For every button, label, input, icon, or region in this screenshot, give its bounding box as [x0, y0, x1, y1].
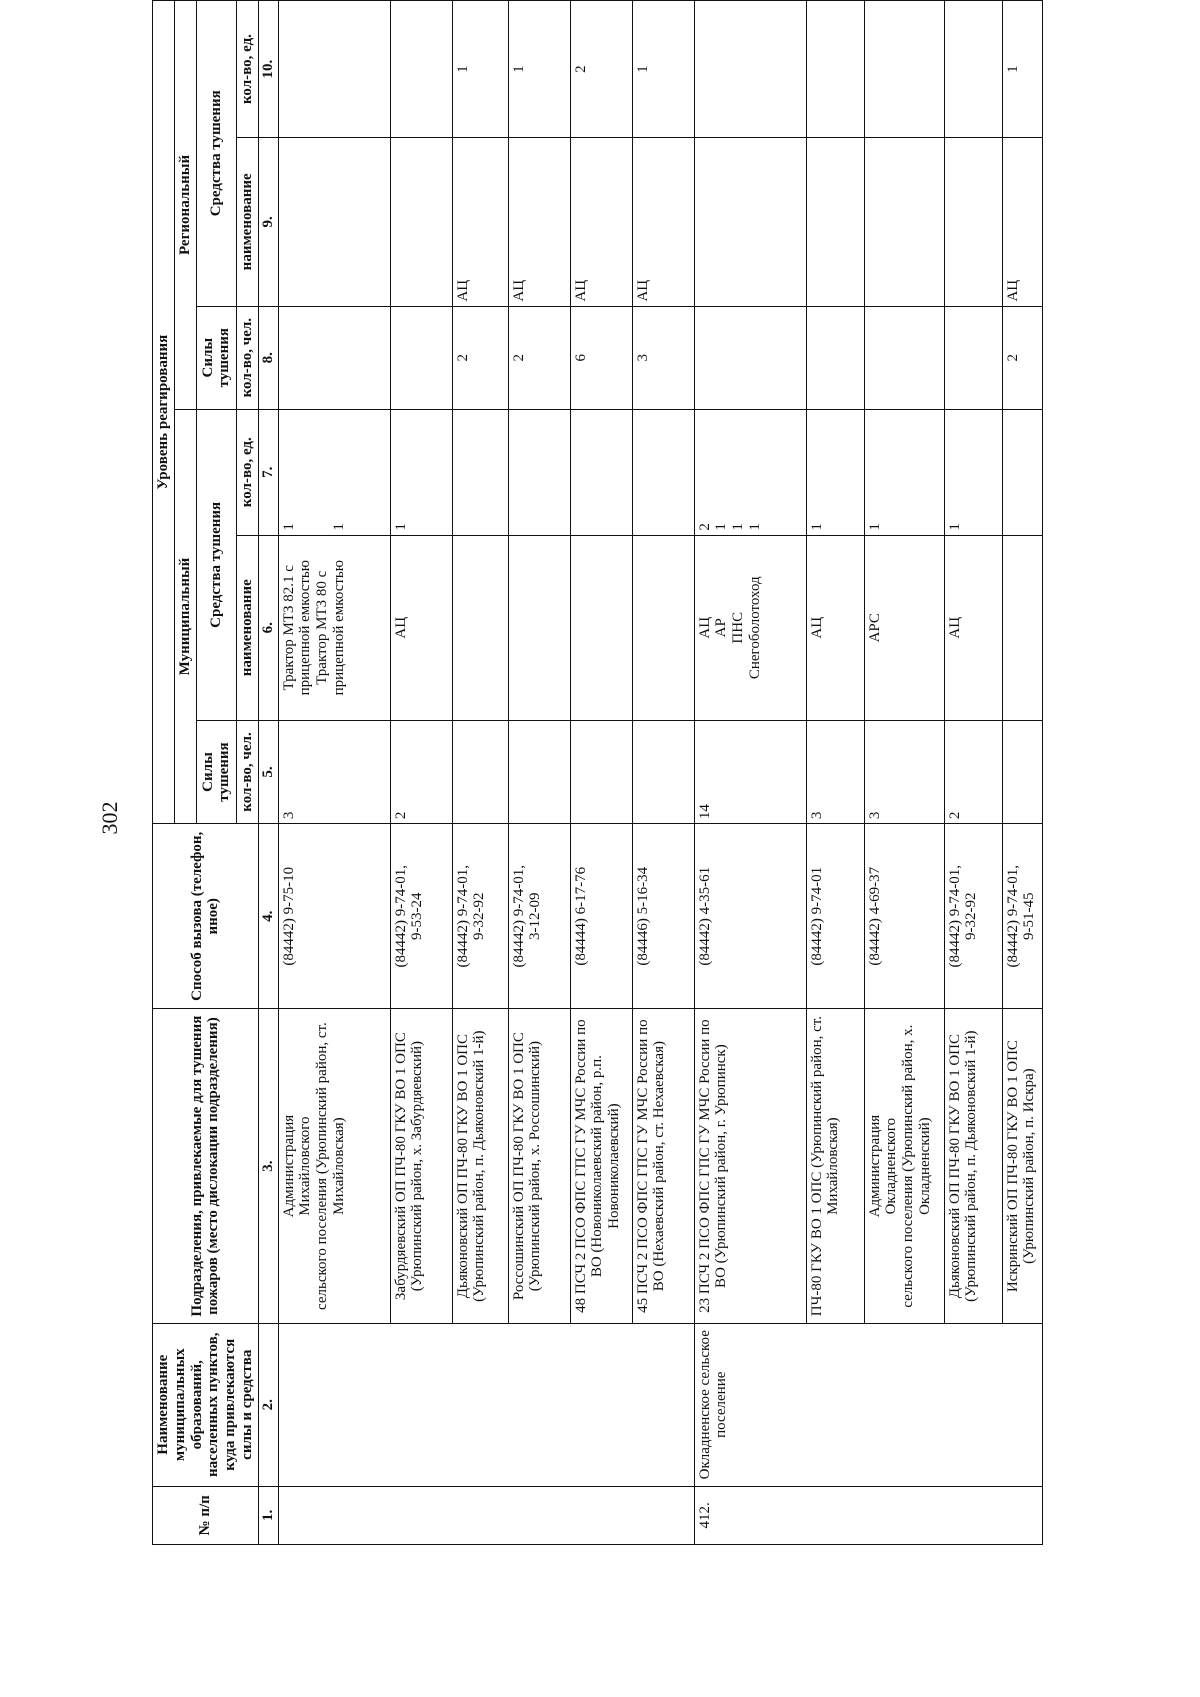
municipal-units: 1 1	[278, 409, 390, 535]
municipal-units: 1	[806, 409, 864, 535]
municipal-people	[508, 720, 570, 823]
municipal-means	[1002, 535, 1042, 720]
municipal-people: 14	[694, 720, 806, 823]
column-index: 2.	[258, 1323, 278, 1486]
table-row	[1002, 1, 1042, 1545]
row-number	[278, 1486, 694, 1544]
regional-units	[806, 1, 864, 138]
column-index: 1.	[258, 1486, 278, 1544]
municipal-units: 1	[864, 409, 944, 535]
regional-units: 1	[508, 1, 570, 138]
fire-response-table	[152, 0, 1043, 1545]
unit-name: Дьяконовский ОП ПЧ-80 ГКУ ВО 1 ОПС (Урюпинский район, п. Дьяконовский 1-й)	[944, 1009, 1002, 1323]
regional-means	[944, 138, 1002, 306]
unit-name: Администрация Михайловского сельского поселения (Урюпинский район, ст. Михайловская)	[278, 1009, 390, 1323]
rotated-table-sheet	[152, 0, 1200, 1545]
unit-name: Россошинский ОП ПЧ-80 ГКУ ВО 1 ОПС (Урюпинский район, х. Россошинский)	[508, 1009, 570, 1323]
municipal-units	[452, 409, 508, 535]
header-regional: Региональный	[175, 1, 197, 410]
regional-units	[694, 1, 806, 138]
municipal-units	[508, 409, 570, 535]
municipal-means: АЦ	[390, 535, 452, 720]
regional-people: 2	[452, 306, 508, 409]
call-method: (84442) 9-75-10	[278, 824, 390, 1009]
call-method: (84444) 6-17-76	[570, 824, 632, 1009]
municipal-people	[452, 720, 508, 823]
header-m-forces: Силы тушения	[197, 720, 236, 823]
municipal-means: АЦ АР ПНС Снегоболотоход	[694, 535, 806, 720]
table-row	[570, 1, 632, 1545]
table-row	[390, 1, 452, 1545]
regional-means: АЦ	[508, 138, 570, 306]
regional-units: 1	[632, 1, 694, 138]
regional-people	[944, 306, 1002, 409]
regional-means	[806, 138, 864, 306]
regional-people: 2	[508, 306, 570, 409]
municipality-name: Окладненское сельское поселение	[694, 1323, 1042, 1486]
table-row	[864, 1, 944, 1545]
header-r-means: Средства тушения	[197, 1, 236, 307]
municipal-units	[632, 409, 694, 535]
regional-people	[694, 306, 806, 409]
municipal-means	[632, 535, 694, 720]
column-index: 10.	[258, 1, 278, 138]
municipal-units: 1	[944, 409, 1002, 535]
municipal-people: 3	[806, 720, 864, 823]
regional-means: АЦ	[452, 138, 508, 306]
municipal-means	[508, 535, 570, 720]
header-r-qty-units: кол-во, ед.	[236, 1, 258, 138]
municipal-units: 1	[390, 409, 452, 535]
regional-units	[864, 1, 944, 138]
unit-name: ПЧ-80 ГКУ ВО 1 ОПС (Урюпинский район, ст. Михайловская)	[806, 1009, 864, 1323]
unit-name: Администрация Окладненского сельского поселения (Урюпинский район, х. Окладненский)	[864, 1009, 944, 1323]
column-index-row	[258, 1, 278, 1545]
municipal-means: АРС	[864, 535, 944, 720]
municipal-means: АЦ	[806, 535, 864, 720]
call-method: (84442) 9-74-01, 9-53-24	[390, 824, 452, 1009]
regional-units: 2	[570, 1, 632, 138]
call-method: (84442) 4-35-61	[694, 824, 806, 1009]
regional-means: АЦ	[1002, 138, 1042, 306]
regional-people: 6	[570, 306, 632, 409]
header-units: Подразделения, привлекаемые для тушения пожаров (место дислокации подразделения)	[153, 1009, 259, 1323]
column-index: 5.	[258, 720, 278, 823]
municipal-means	[452, 535, 508, 720]
municipal-means	[570, 535, 632, 720]
municipal-people	[1002, 720, 1042, 823]
table-row	[278, 1, 390, 1545]
regional-people	[864, 306, 944, 409]
municipal-means: АЦ	[944, 535, 1002, 720]
column-index: 4.	[258, 824, 278, 1009]
header-r-name: наименование	[236, 138, 258, 306]
municipal-people: 3	[278, 720, 390, 823]
call-method: (84446) 5-16-34	[632, 824, 694, 1009]
regional-means: АЦ	[632, 138, 694, 306]
column-index: 8.	[258, 306, 278, 409]
regional-units: 1	[452, 1, 508, 138]
unit-name: Забурдяевский ОП ПЧ-80 ГКУ ВО 1 ОПС (Урюпинский район, х. Забурдяевский)	[390, 1009, 452, 1323]
regional-units	[944, 1, 1002, 138]
row-number: 412.	[694, 1486, 1042, 1544]
table-row	[508, 1, 570, 1545]
unit-name: 23 ПСЧ 2 ПСО ФПС ГПС ГУ МЧС России по ВО (Урюпинский район, г. Урюпинск)	[694, 1009, 806, 1323]
table-row	[694, 1, 806, 1545]
table-row	[944, 1, 1002, 1545]
regional-means	[864, 138, 944, 306]
call-method: (84442) 4-69-37	[864, 824, 944, 1009]
table-row	[806, 1, 864, 1545]
unit-name: 48 ПСЧ 2 ПСО ФПС ГПС ГУ МЧС России по ВО (Новониколаевский район, р.п. Новониколаевский)	[570, 1009, 632, 1323]
municipal-people: 2	[944, 720, 1002, 823]
municipal-means: Трактор МТЗ 82.1 с прицепной емкостью Трактор МТЗ 80 с прицепной емкостью	[278, 535, 390, 720]
header-m-qty-people: кол-во, чел.	[236, 720, 258, 823]
municipality-name	[278, 1323, 694, 1486]
page-number: 302	[97, 801, 122, 835]
header-municipality: Наименование муниципальных образований, населенных пунктов, куда привлекаются силы и средства	[153, 1323, 259, 1486]
regional-means: АЦ	[570, 138, 632, 306]
municipal-units: 2 1 1 1	[694, 409, 806, 535]
regional-means	[278, 138, 390, 306]
unit-name: Дьяконовский ОП ПЧ-80 ГКУ ВО 1 ОПС (Урюпинский район, п. Дьяконовский 1-й)	[452, 1009, 508, 1323]
header-r-forces: Силы тушения	[197, 306, 236, 409]
regional-people	[390, 306, 452, 409]
header-m-name: наименование	[236, 535, 258, 720]
municipal-people: 2	[390, 720, 452, 823]
header-municipal: Муниципальный	[175, 409, 197, 823]
header-response-level: Уровень реагирования	[153, 1, 175, 824]
table-row	[632, 1, 694, 1545]
call-method: (84442) 9-74-01	[806, 824, 864, 1009]
regional-units: 1	[1002, 1, 1042, 138]
column-index: 3.	[258, 1009, 278, 1323]
municipal-people	[570, 720, 632, 823]
regional-units	[390, 1, 452, 138]
call-method: (84442) 9-74-01, 9-32-92	[452, 824, 508, 1009]
header-r-qty-people: кол-во, чел.	[236, 306, 258, 409]
municipal-people: 3	[864, 720, 944, 823]
header-m-qty-units: кол-во, ед.	[236, 409, 258, 535]
header-call: Способ вызова (телефон, иное)	[153, 824, 259, 1009]
column-index: 6.	[258, 535, 278, 720]
call-method: (84442) 9-74-01, 3-12-09	[508, 824, 570, 1009]
municipal-people	[632, 720, 694, 823]
header-m-means: Средства тушения	[197, 409, 236, 720]
call-method: (84442) 9-74-01, 9-32-92	[944, 824, 1002, 1009]
municipal-units	[1002, 409, 1042, 535]
header-num: № п/п	[153, 1486, 259, 1544]
unit-name: 45 ПСЧ 2 ПСО ФПС ГПС ГУ МЧС России по ВО (Нехаевский район, ст. Нехаевская)	[632, 1009, 694, 1323]
regional-people	[278, 306, 390, 409]
regional-people: 2	[1002, 306, 1042, 409]
regional-people	[806, 306, 864, 409]
regional-people: 3	[632, 306, 694, 409]
column-index: 9.	[258, 138, 278, 306]
table-row	[452, 1, 508, 1545]
municipal-units	[570, 409, 632, 535]
regional-means	[390, 138, 452, 306]
unit-name: Искринский ОП ПЧ-80 ГКУ ВО 1 ОПС (Урюпинский район, п. Искра)	[1002, 1009, 1042, 1323]
regional-units	[278, 1, 390, 138]
regional-means	[694, 138, 806, 306]
column-index: 7.	[258, 409, 278, 535]
call-method: (84442) 9-74-01, 9-51-45	[1002, 824, 1042, 1009]
